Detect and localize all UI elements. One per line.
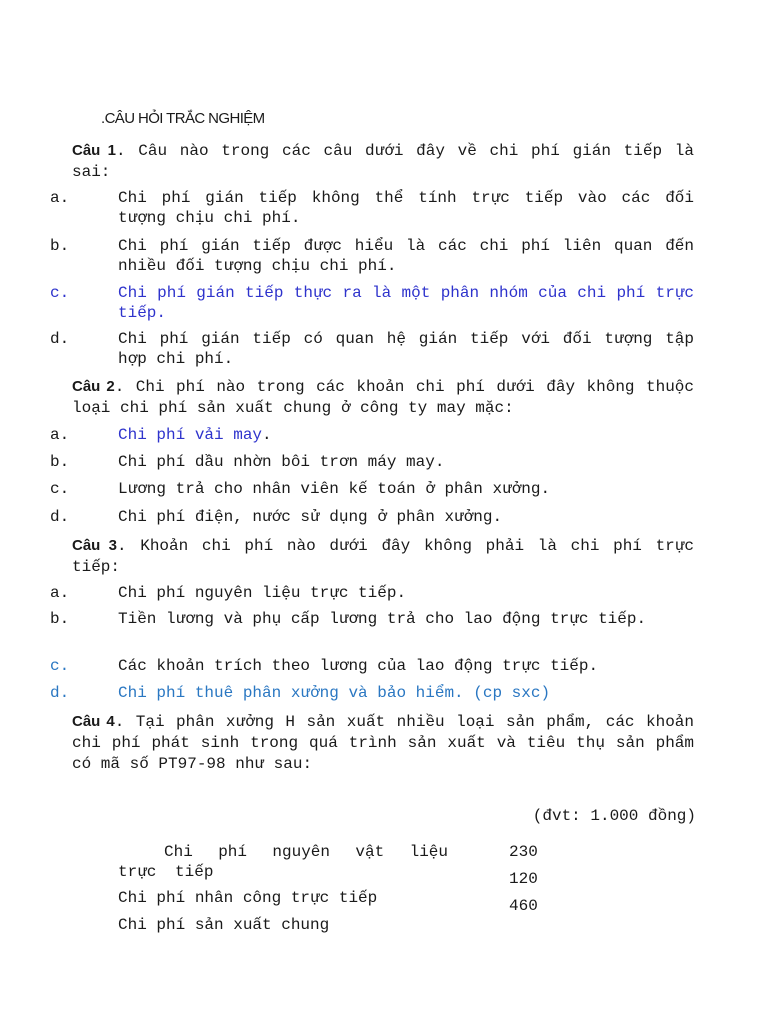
cost-item-amount: 460 [509,897,538,915]
option-letter: a. [50,189,70,207]
option-letter: c. [50,657,70,675]
question-1-option-c [50,283,694,323]
question-1-option-b [50,236,694,276]
option-letter: d. [50,508,70,526]
option-text: Chi phí nguyên liệu trực tiếp. [118,584,407,602]
question-3 [72,535,694,578]
question-3-option-b [50,609,694,629]
question-text: . Câu nào trong các câu dưới đây về chi phí gián tiếp là sai: [72,142,694,181]
option-text: Chi phí vải may [118,426,263,444]
cost-item-label-text: Chi phí sản xuất chung [118,916,330,934]
option-text: Chi phí gián tiếp được hiểu là các chi phí liên quan đến nhiều đối tượng chịu chi phí. [118,237,694,275]
option-text: Tiền lương và phụ cấp lương trả cho lao động trực tiếp. [118,610,647,628]
cost-item-amount: 120 [509,870,538,888]
option-text: Chi phí điện, nước sử dụng ở phân xưởng. [118,508,503,526]
question-number: Câu 3 [72,537,117,554]
cost-item-amount: 230 [509,843,538,861]
option-text: Chi phí gián tiếp có quan hệ gián tiếp với đối tượng tập hợp chi phí. [118,330,694,368]
question-text: . Chi phí nào trong các khoản chi phí dưới đây không thuộc loại chi phí sản xuất chung ở công ty may mặc: [72,378,694,417]
question-text: . Tại phân xưởng H sản xuất nhiều loại sản phẩm, các khoản chi phí phát sinh trong quá trình sản xuất và tiêu thụ sản phẩm có mã số PT97-98 như sau: [72,713,694,773]
section-heading: .CÂU HỎI TRẮC NGHIỆM [101,110,265,127]
question-2 [72,376,694,419]
cost-item-label [72,842,448,882]
cost-item-label-text: Chi phí nhân công trực tiếp [118,889,378,907]
question-2-option-a [50,425,694,445]
question-3-option-c [50,656,694,676]
question-2-option-c [50,479,694,499]
option-letter: b. [50,237,70,255]
option-letter: c. [50,284,70,302]
option-letter: c. [50,480,70,498]
question-3-option-a [50,583,694,603]
option-text: Chi phí gián tiếp không thể tính trực tiếp vào các đối tượng chịu chi phí. [118,189,694,227]
option-letter: b. [50,453,70,471]
question-1-option-a [50,188,694,228]
question-2-option-b [50,452,694,472]
question-2-option-d [50,507,694,527]
option-suffix: . [262,426,272,444]
question-1-option-d [50,329,694,369]
option-letter: a. [50,426,70,444]
option-text: Chi phí thuê phân xưởng và bảo hiểm. (cp sxc) [118,684,551,702]
question-number: Câu 4 [72,713,115,730]
unit-note: (đvt: 1.000 đồng) [532,807,696,825]
option-text: Chi phí dầu nhờn bôi trơn máy may. [118,453,445,471]
option-text: Lương trả cho nhân viên kế toán ở phân xưởng. [118,480,551,498]
option-text: Các khoản trích theo lương của lao động trực tiếp. [118,657,599,675]
question-number: Câu 2 [72,378,115,395]
cost-item-label-text: Chi phí nguyên vật liệu trực tiếp [118,843,448,881]
option-text: Chi phí gián tiếp thực ra là một phân nhóm của chi phí trực tiếp. [118,284,694,322]
option-letter: b. [50,610,70,628]
cost-item-label [118,915,448,935]
option-letter: a. [50,584,70,602]
cost-item-label [118,888,448,908]
option-letter: d. [50,330,70,348]
question-4 [72,711,694,775]
question-text: . Khoản chi phí nào dưới đây không phải là chi phí trực tiếp: [72,537,694,576]
option-letter: d. [50,684,70,702]
question-number: Câu 1 [72,142,116,159]
question-1 [72,140,694,183]
question-3-option-d [50,683,694,703]
